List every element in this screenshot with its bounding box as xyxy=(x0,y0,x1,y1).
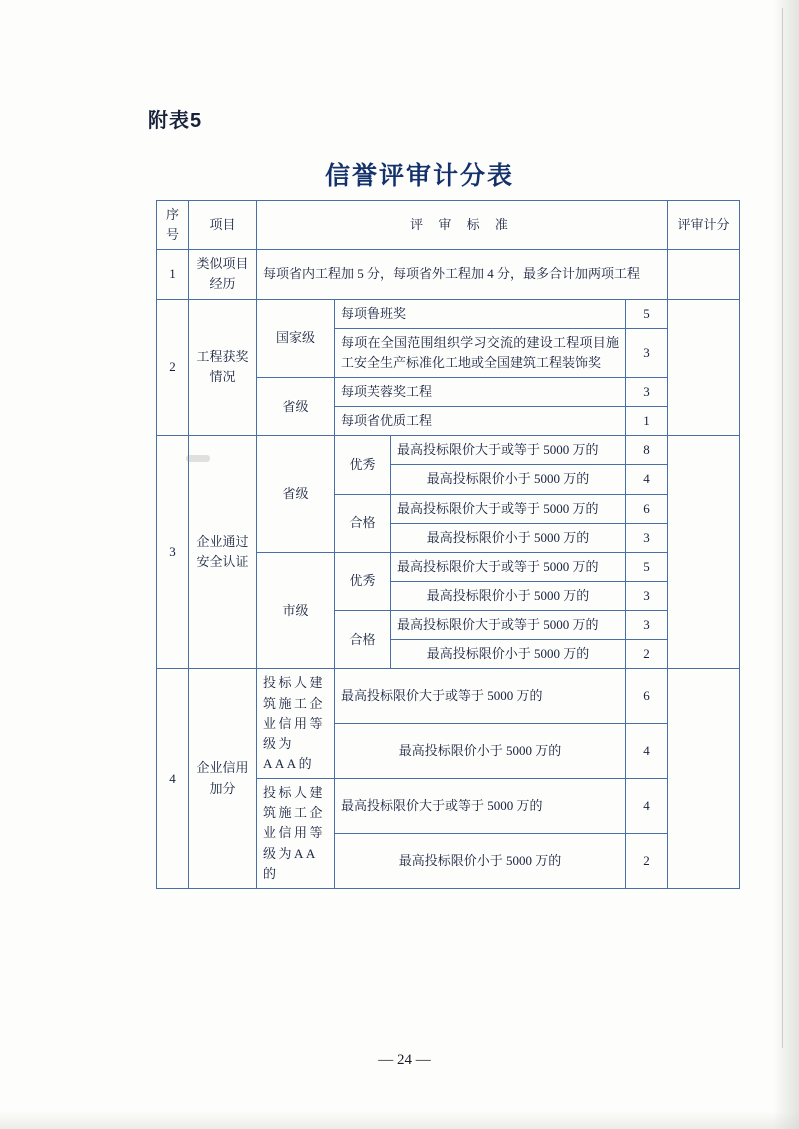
scan-smudge xyxy=(186,455,210,462)
header-seq: 序号 xyxy=(157,201,189,250)
row3-g0-gr1-e0-score: 6 xyxy=(625,494,667,523)
row3-g1-gr1-e1-score: 2 xyxy=(625,640,667,669)
row3-g0-gr0-e1-text: 最高投标限价小于 5000 万的 xyxy=(391,465,626,494)
row3-review[interactable] xyxy=(668,436,740,669)
row3-seq: 3 xyxy=(157,436,189,669)
header-item: 项目 xyxy=(189,201,257,250)
row2-group0-entry1-score: 3 xyxy=(625,328,667,377)
row3-g1-gr0-e1-text: 最高投标限价小于 5000 万的 xyxy=(391,581,626,610)
row4-g0-e0-score: 6 xyxy=(625,669,667,724)
row2-group1-entry1-text: 每项省优质工程 xyxy=(335,407,626,436)
row2-group1-entry0-score: 3 xyxy=(625,377,667,406)
row3-g0-gr1-e1-text: 最高投标限价小于 5000 万的 xyxy=(391,523,626,552)
row3-group1-grade1: 合格 xyxy=(335,611,391,669)
row3-g0-gr1-e0-text: 最高投标限价大于或等于 5000 万的 xyxy=(391,494,626,523)
row2-group0-level: 国家级 xyxy=(257,299,335,377)
row3-g1-gr0-e0-score: 5 xyxy=(625,552,667,581)
row2-group1-entry0-text: 每项芙蓉奖工程 xyxy=(335,377,626,406)
row2-item: 工程获奖情况 xyxy=(189,299,257,436)
row4-review[interactable] xyxy=(668,669,740,888)
row3-item: 企业通过安全认证 xyxy=(189,436,257,669)
row3-g0-gr0-e1-score: 4 xyxy=(625,465,667,494)
table-row xyxy=(157,669,740,724)
row3-group1-level: 市级 xyxy=(257,552,335,669)
row2-group0-entry0-score: 5 xyxy=(625,299,667,328)
row1-item: 类似项目经历 xyxy=(189,250,257,299)
page-number: — 24 — xyxy=(378,1052,431,1068)
row1-criteria: 每项省内工程加 5 分，每项省外工程加 4 分，最多合计加两项工程 xyxy=(257,250,668,299)
row4-g1-e0-text: 最高投标限价大于或等于 5000 万的 xyxy=(335,779,626,834)
row3-group1-grade0: 优秀 xyxy=(335,552,391,610)
row2-group1-level: 省级 xyxy=(257,377,335,435)
row3-g1-gr1-e0-text: 最高投标限价大于或等于 5000 万的 xyxy=(391,611,626,640)
row4-g1-e1-text: 最高投标限价小于 5000 万的 xyxy=(335,833,626,888)
row2-seq: 2 xyxy=(157,299,189,436)
row3-group0-grade0: 优秀 xyxy=(335,436,391,494)
table-header-row xyxy=(157,201,740,250)
row2-group0-entry1-text: 每项在全国范围组织学习交流的建设工程项目施工安全生产标准化工地或全国建筑工程装饰奖 xyxy=(335,328,626,377)
row4-g0-e1-score: 4 xyxy=(625,724,667,779)
row4-g0-e1-text: 最高投标限价小于 5000 万的 xyxy=(335,724,626,779)
row3-g1-gr1-e1-text: 最高投标限价小于 5000 万的 xyxy=(391,640,626,669)
row4-item: 企业信用加分 xyxy=(189,669,257,888)
row1-review[interactable] xyxy=(668,250,740,299)
row2-group0-entry0-text: 每项鲁班奖 xyxy=(335,299,626,328)
table-row xyxy=(157,299,740,328)
header-criteria: 评 审 标 准 xyxy=(257,201,668,250)
attachment-label: 附表5 xyxy=(148,110,203,132)
row3-g0-gr0-e0-text: 最高投标限价大于或等于 5000 万的 xyxy=(391,436,626,465)
row4-g1-e1-score: 2 xyxy=(625,833,667,888)
row4-g0-e0-text: 最高投标限价大于或等于 5000 万的 xyxy=(335,669,626,724)
row4-seq: 4 xyxy=(157,669,189,888)
row1-seq: 1 xyxy=(157,250,189,299)
row2-group1-entry1-score: 1 xyxy=(625,407,667,436)
row3-g0-gr0-e0-score: 8 xyxy=(625,436,667,465)
table-row xyxy=(157,250,740,299)
page-title: 信誉评审计分表 xyxy=(324,162,514,190)
table-row xyxy=(157,436,740,465)
row4-group1-level: 投标人建筑施工企业信用等级为AA的 xyxy=(257,779,335,889)
row3-g0-gr1-e1-score: 3 xyxy=(625,523,667,552)
credit-review-score-table xyxy=(156,200,740,889)
row3-group0-grade1: 合格 xyxy=(335,494,391,552)
row4-group0-level: 投标人建筑施工企业信用等级为AAA的 xyxy=(257,669,335,779)
header-review-score: 评审计分 xyxy=(668,201,740,250)
row3-group0-level: 省级 xyxy=(257,436,335,553)
row3-g1-gr0-e1-score: 3 xyxy=(625,581,667,610)
row3-g1-gr1-e0-score: 3 xyxy=(625,611,667,640)
row3-g1-gr0-e0-text: 最高投标限价大于或等于 5000 万的 xyxy=(391,552,626,581)
row4-g1-e0-score: 4 xyxy=(625,779,667,834)
scan-edge-shadow-bottom xyxy=(0,1111,799,1129)
row2-review[interactable] xyxy=(668,299,740,436)
